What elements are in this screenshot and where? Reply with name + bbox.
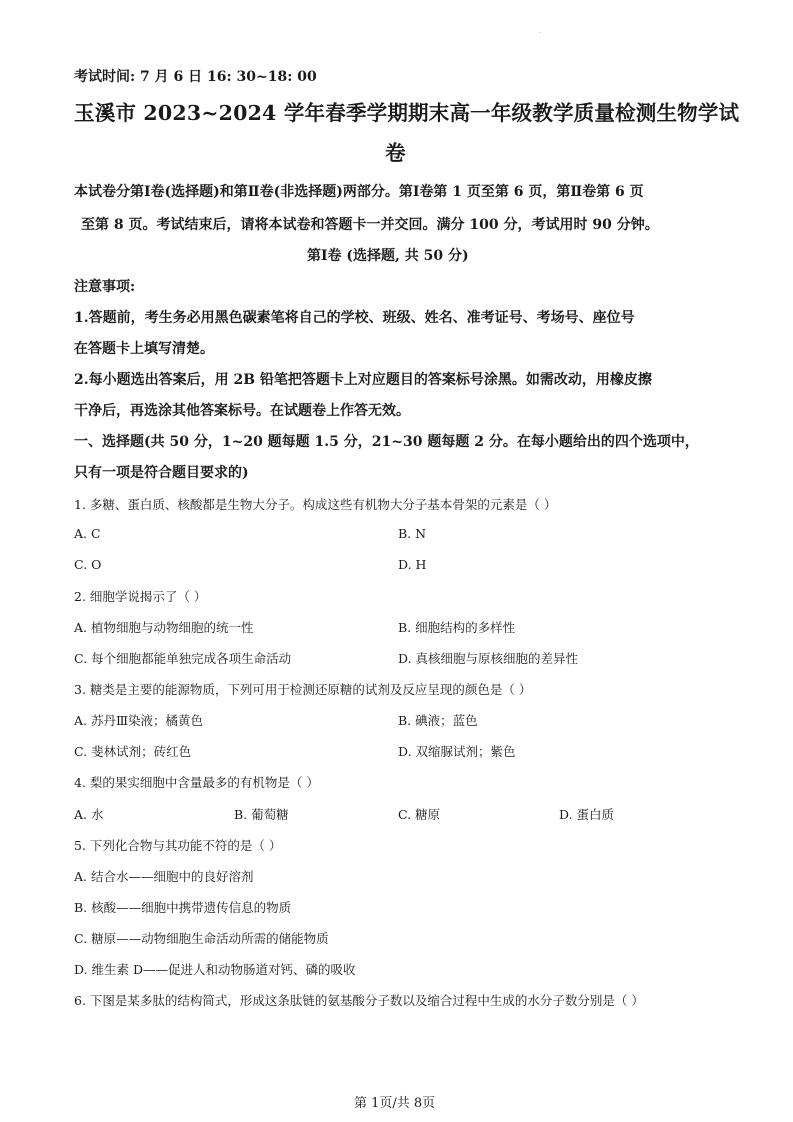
- notice2-line1: 2.每小题选出答案后，用 2B 铅笔把答题卡上对应题目的答案标号涂黑。如需改动，用橡皮擦: [74, 372, 652, 388]
- page-title-line2: 卷: [385, 141, 406, 165]
- q3-option-b: B. 碘液；蓝色: [398, 713, 478, 728]
- q4-option-a: A. 水: [74, 807, 104, 822]
- q2-option-b: B. 细胞结构的多样性: [398, 620, 516, 635]
- q5-option-c: C. 糖原——动物细胞生命活动所需的储能物质: [74, 931, 329, 946]
- q1-option-b: B. N: [398, 526, 427, 541]
- q3-option-a: A. 苏丹Ⅲ染液；橘黄色: [74, 713, 204, 728]
- q3-option-c: C. 斐林试剂；砖红色: [74, 744, 192, 759]
- corner-mark: .: [539, 28, 541, 35]
- q1-option-d: D. H: [398, 557, 427, 572]
- page-title-line1: 玉溪市 2023~2024 学年春季学期期末高一年级教学质量检测生物学试: [74, 101, 740, 125]
- intro-line2: 至第 8 页。考试结束后，请将本试卷和答题卡一并交回。满分 100 分，考试用时 90 分钟。: [81, 217, 659, 233]
- q2-option-d: D. 真核细胞与原核细胞的差异性: [398, 651, 579, 666]
- q3-stem: 3. 糖类是主要的能源物质，下列可用于检测还原糖的试剂及反应呈现的颜色是（ ）: [74, 682, 532, 697]
- q5-stem: 5. 下列化合物与其功能不符的是（ ）: [74, 838, 282, 853]
- q5-option-d: D. 维生素 D——促进人和动物肠道对钙、磷的吸收: [74, 962, 356, 977]
- q2-option-c: C. 每个细胞都能单独完成各项生命活动: [74, 651, 292, 666]
- q4-option-b: B. 葡萄糖: [234, 807, 289, 822]
- q4-stem: 4. 梨的果实细胞中含量最多的有机物是（ ）: [74, 775, 319, 790]
- q6-stem: 6. 下图是某多肽的结构简式，形成这条肽链的氨基酸分子数以及缩合过程中生成的水分子数分别是（ ）: [74, 993, 644, 1008]
- part1-line2: 只有一项是符合题目要求的): [74, 465, 249, 481]
- q5-option-b: B. 核酸——细胞中携带遗传信息的物质: [74, 900, 292, 915]
- q2-stem: 2. 细胞学说揭示了（ ）: [74, 589, 207, 604]
- page-footer: 第 1页/共 8页: [354, 1096, 436, 1111]
- q3-option-d: D. 双缩脲试剂；紫色: [398, 744, 516, 759]
- q4-option-d: D. 蛋白质: [559, 807, 615, 822]
- notice2-line2: 干净后，再选涂其他答案标号。在试题卷上作答无效。: [74, 403, 410, 419]
- part1-line1: 一、选择题(共 50 分，1~20 题每题 1.5 分，21~30 题每题 2 分。在每小题给出的四个选项中，: [74, 434, 699, 450]
- section-heading: 第Ⅰ卷 (选择题, 共 50 分): [307, 248, 469, 264]
- intro-line1: 本试卷分第Ⅰ卷(选择题)和第Ⅱ卷(非选择题)两部分。第Ⅰ卷第 1 页至第 6 页，第Ⅱ卷第 6 页: [74, 184, 644, 200]
- q1-option-a: A. C: [74, 526, 101, 541]
- q4-option-c: C. 糖原: [398, 807, 441, 822]
- q5-option-a: A. 结合水——细胞中的良好溶剂: [74, 869, 254, 884]
- notice-heading: 注意事项:: [74, 279, 136, 295]
- q1-stem: 1. 多糖、蛋白质、核酸都是生物大分子。构成这些有机物大分子基本骨架的元素是（ ）: [74, 497, 557, 512]
- notice1-line2: 在答题卡上填写清楚。: [74, 341, 214, 357]
- q1-option-c: C. O: [74, 557, 102, 572]
- notice1-line1: 1.答题前，考生务必用黑色碳素笔将自己的学校、班级、姓名、准考证号、考场号、座位号: [74, 310, 635, 326]
- q2-option-a: A. 植物细胞与动物细胞的统一性: [74, 620, 254, 635]
- exam-time: 考试时间: 7 月 6 日 16: 30~18: 00: [74, 69, 317, 85]
